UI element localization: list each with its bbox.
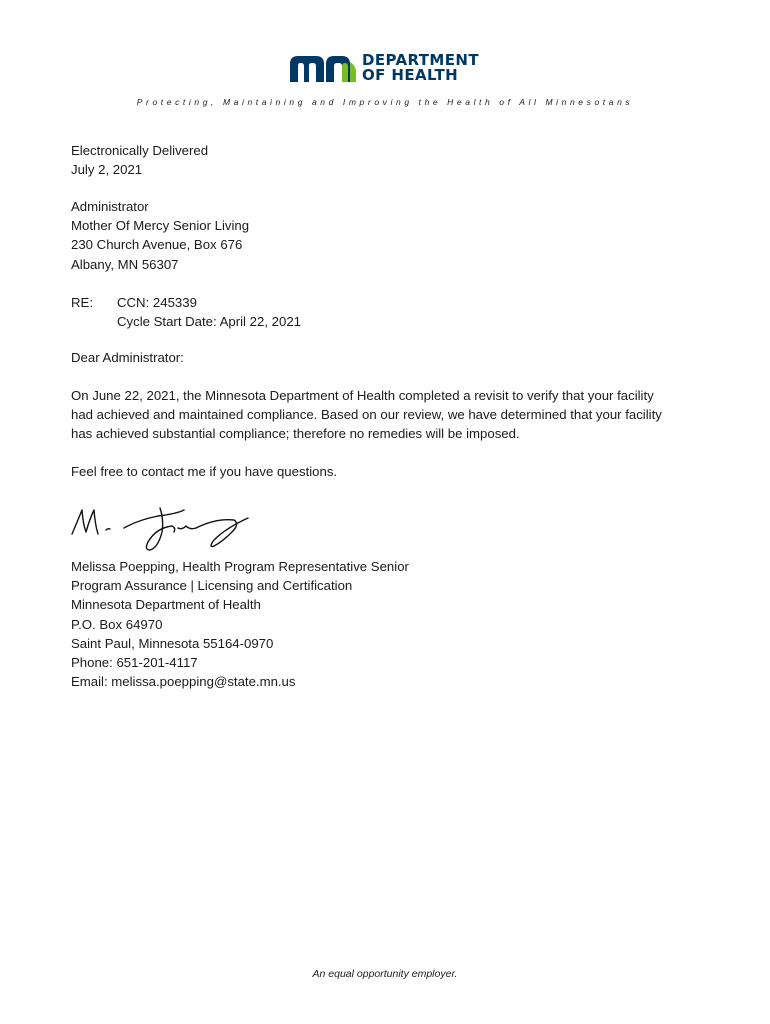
letter-date: July 2, 2021 xyxy=(71,162,143,178)
signer-city: Saint Paul, Minnesota 55164-0970 xyxy=(71,635,274,651)
signer-program: Program Assurance | Licensing and Certification xyxy=(71,578,353,594)
re-details xyxy=(117,293,301,331)
mdh-logo xyxy=(290,52,490,86)
re-label: RE: xyxy=(71,295,93,310)
signer-email: Email: melissa.poepping@state.mn.us xyxy=(71,674,296,690)
logo-wordmark xyxy=(362,53,479,83)
delivery-method: Electronically Delivered xyxy=(71,143,209,158)
letter-body xyxy=(71,386,662,444)
recipient-line: Mother Of Mercy Senior Living xyxy=(71,218,250,234)
signer-department: Minnesota Department of Health xyxy=(71,597,261,613)
closing-line: Feel free to contact me if you have questions. xyxy=(71,464,338,479)
delivery-block xyxy=(71,141,208,179)
recipient-line: Albany, MN 56307 xyxy=(71,256,179,272)
logo-line-2: OF HEALTH xyxy=(362,66,459,84)
body-line: On June 22, 2021, the Minnesota Department of Health completed a revisit to verify that your facility xyxy=(71,388,654,403)
body-line: has achieved substantial compliance; therefore no remedies will be imposed. xyxy=(71,426,520,442)
signature-block xyxy=(71,557,409,691)
recipient-line: 230 Church Avenue, Box 676 xyxy=(71,237,243,253)
footer-equal-opportunity: An equal opportunity employer. xyxy=(312,968,458,980)
signer-po-box: P.O. Box 64970 xyxy=(71,616,163,632)
re-ccn: CCN: 245339 xyxy=(117,295,197,310)
body-line: had achieved and maintained compliance. Based on our review, we have determined that your facility xyxy=(71,407,662,423)
handwritten-signature-icon xyxy=(66,498,266,558)
salutation: Dear Administrator: xyxy=(71,350,184,365)
tagline: Protecting, Maintaining and Improving the Health of All Minnesotans xyxy=(136,97,634,107)
minnesota-mn-logo-icon xyxy=(290,52,356,84)
logo-line-1: DEPARTMENT xyxy=(362,51,479,69)
recipient-address xyxy=(71,197,249,274)
signer-phone: Phone: 651-201-4117 xyxy=(71,655,198,671)
recipient-line: Administrator xyxy=(71,199,149,214)
signer-name-title: Melissa Poepping, Health Program Representative Senior xyxy=(71,559,409,574)
re-cycle-start: Cycle Start Date: April 22, 2021 xyxy=(117,314,301,330)
